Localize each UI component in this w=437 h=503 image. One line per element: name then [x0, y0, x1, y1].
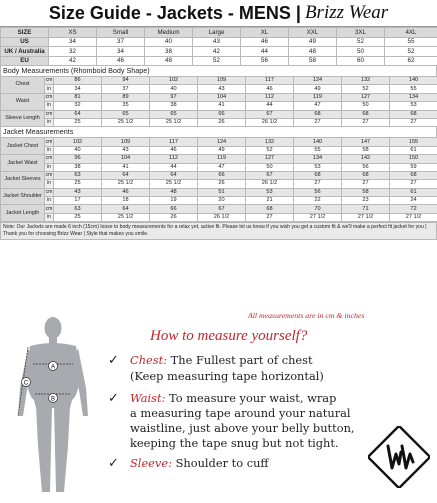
region-label: US	[1, 37, 49, 47]
size-row-uk	[1, 47, 437, 57]
waist-line2: a measuring tape around your natural	[130, 406, 351, 421]
table-cell: 52	[193, 56, 241, 66]
table-cell: 66	[150, 205, 198, 213]
table-cell: 25 1/2	[102, 213, 150, 221]
table-cell: 63	[54, 171, 102, 179]
table-cell: 41	[102, 163, 150, 171]
table-cell: 40	[150, 85, 198, 93]
table-cell: 62	[385, 56, 437, 66]
unit-cell: cm	[45, 110, 54, 118]
check-icon: ✓	[108, 456, 119, 471]
table-cell: 52	[385, 47, 437, 57]
table-cell: 112	[246, 93, 294, 101]
table-cell: 64	[54, 110, 102, 118]
table-cell: 18	[102, 197, 150, 205]
table-cell: 68	[294, 171, 342, 179]
table-cell: 46	[102, 188, 150, 196]
table-cell: 52	[246, 146, 294, 154]
table-cell: 27	[342, 180, 390, 188]
body-figure	[8, 316, 98, 503]
size-col: Large	[193, 28, 241, 38]
table-cell: 65	[102, 110, 150, 118]
table-cell: 70	[294, 205, 342, 213]
table-cell: 27	[390, 180, 437, 188]
table-cell: 124	[294, 77, 342, 85]
measurement-label: Jacket Chest	[1, 138, 45, 155]
table-cell: 56	[342, 163, 390, 171]
table-cell: 67	[246, 171, 294, 179]
table-cell: 96	[54, 155, 102, 163]
table-row	[1, 118, 437, 126]
table-cell: 26 1/2	[198, 213, 246, 221]
table-cell: 48	[150, 188, 198, 196]
table-cell: 134	[294, 155, 342, 163]
table-cell: 63	[54, 205, 102, 213]
jacket-measurements-heading: Jacket Measurements	[0, 127, 437, 137]
table-cell: 68	[342, 110, 390, 118]
size-row-us	[1, 37, 437, 47]
chest-line2: (Keep measuring tape horizontal)	[130, 369, 324, 384]
unit-cell: in	[45, 118, 54, 126]
table-cell: 40	[145, 37, 193, 47]
table-row	[1, 171, 437, 179]
table-row	[1, 213, 437, 221]
table-cell: 41	[198, 102, 246, 110]
table-cell: 23	[342, 197, 390, 205]
table-cell: 66	[198, 110, 246, 118]
table-cell: 68	[390, 171, 437, 179]
table-cell: 48	[145, 56, 193, 66]
table-row	[1, 93, 437, 101]
check-icon: ✓	[108, 353, 119, 368]
size-row-eu	[1, 56, 437, 66]
table-cell: 117	[246, 77, 294, 85]
table-cell: 22	[294, 197, 342, 205]
table-row	[1, 138, 437, 146]
table-cell: 109	[198, 77, 246, 85]
table-cell: 44	[246, 102, 294, 110]
table-cell: 53	[246, 188, 294, 196]
measurement-label: Jacket Shoulder	[1, 188, 45, 205]
table-cell: 132	[342, 77, 390, 85]
table-cell: 147	[342, 138, 390, 146]
table-cell: 47	[294, 102, 342, 110]
size-col: 4XL	[385, 28, 437, 38]
unit-cell: in	[45, 163, 54, 171]
waist-text: To measure your waist, wrap	[165, 391, 336, 405]
table-cell: 38	[54, 163, 102, 171]
table-cell: 127	[246, 155, 294, 163]
table-cell: 64	[102, 205, 150, 213]
table-row	[1, 110, 437, 118]
table-cell: 97	[150, 93, 198, 101]
unit-cell: cm	[45, 205, 54, 213]
table-cell: 46	[97, 56, 145, 66]
table-cell: 55	[390, 85, 437, 93]
table-cell: 37	[97, 37, 145, 47]
table-cell: 102	[150, 77, 198, 85]
table-cell: 44	[241, 47, 289, 57]
body-measurements-table	[0, 76, 437, 127]
table-cell: 17	[54, 197, 102, 205]
unit-cell: cm	[45, 138, 54, 146]
table-cell: 66	[198, 171, 246, 179]
check-icon: ✓	[108, 391, 119, 406]
table-cell: 68	[294, 110, 342, 118]
table-cell: 68	[246, 205, 294, 213]
table-cell: 72	[390, 205, 437, 213]
table-cell: 52	[337, 37, 385, 47]
table-cell: 58	[289, 56, 337, 66]
table-cell: 104	[102, 155, 150, 163]
page-title	[0, 0, 437, 27]
size-col: Medium	[145, 28, 193, 38]
howto-title: How to measure yourself?	[150, 328, 307, 345]
table-cell: 81	[54, 93, 102, 101]
waist-line3: waistline, just above your belly button,	[130, 421, 355, 436]
table-cell: 60	[337, 56, 385, 66]
unit-cell: in	[45, 213, 54, 221]
body-measurements-heading: Body Measurements (Rhomboid Body Shape)	[0, 66, 437, 76]
table-cell: 26 1/2	[246, 118, 294, 126]
unit-cell: in	[45, 197, 54, 205]
table-cell: 61	[390, 146, 437, 154]
unit-cell: in	[45, 180, 54, 188]
table-cell: 27	[342, 118, 390, 126]
table-cell: 24	[390, 197, 437, 205]
chest-text: The Fullest part of chest	[167, 353, 313, 367]
table-cell: 38	[145, 47, 193, 57]
measurement-label: Jacket Sleeves	[1, 171, 45, 188]
table-cell: 117	[150, 138, 198, 146]
body-figure-svg	[8, 316, 98, 498]
unit-cell: cm	[45, 155, 54, 163]
size-label: SIZE	[1, 28, 49, 38]
table-cell: 42	[49, 56, 97, 66]
table-cell: 48	[289, 47, 337, 57]
table-cell: 155	[390, 138, 437, 146]
table-cell: 56	[294, 188, 342, 196]
jacket-measurements-table	[0, 137, 437, 222]
table-cell: 109	[102, 138, 150, 146]
table-cell: 26	[198, 118, 246, 126]
marker-c-label: C	[24, 381, 29, 387]
table-cell: 47	[198, 163, 246, 171]
table-row	[1, 180, 437, 188]
unit-cell: in	[45, 85, 54, 93]
table-cell: 34	[97, 47, 145, 57]
table-cell: 55	[294, 146, 342, 154]
table-cell: 67	[198, 205, 246, 213]
size-col: Small	[97, 28, 145, 38]
table-cell: 43	[54, 188, 102, 196]
marker-b-label: B	[51, 397, 55, 403]
waist-line4: keeping the tape snug but not tight.	[130, 436, 339, 451]
table-cell: 51	[198, 188, 246, 196]
table-cell: 46	[241, 37, 289, 47]
table-cell: 49	[198, 146, 246, 154]
table-cell: 25 1/2	[150, 180, 198, 188]
table-row	[1, 197, 437, 205]
table-cell: 27	[390, 118, 437, 126]
table-cell: 58	[342, 188, 390, 196]
table-cell: 53	[294, 163, 342, 171]
table-cell: 26	[150, 213, 198, 221]
table-cell: 20	[198, 197, 246, 205]
table-cell: 119	[294, 93, 342, 101]
table-cell: 25	[54, 213, 102, 221]
units-note: All measurements are in cm & inches	[248, 311, 364, 320]
size-header-row	[1, 28, 437, 38]
table-cell: 53	[390, 102, 437, 110]
table-row	[1, 163, 437, 171]
table-cell: 55	[385, 37, 437, 47]
table-cell: 43	[193, 37, 241, 47]
table-row	[1, 155, 437, 163]
table-cell: 50	[246, 163, 294, 171]
table-cell: 35	[102, 102, 150, 110]
table-cell: 112	[150, 155, 198, 163]
title-text: Size Guide - Jackets - MENS |	[49, 3, 301, 24]
table-cell: 52	[342, 85, 390, 93]
brizz-wear-logo	[368, 426, 430, 493]
table-cell: 56	[241, 56, 289, 66]
table-cell: 140	[294, 138, 342, 146]
size-col: XL	[241, 28, 289, 38]
table-cell: 140	[390, 77, 437, 85]
size-chart-table	[0, 27, 437, 66]
table-cell: 50	[342, 102, 390, 110]
table-cell: 86	[54, 77, 102, 85]
table-cell: 27	[246, 213, 294, 221]
table-cell: 26 1/2	[246, 180, 294, 188]
size-col: 3XL	[337, 28, 385, 38]
table-cell: 142	[342, 155, 390, 163]
table-cell: 50	[337, 47, 385, 57]
logo-icon	[368, 426, 430, 488]
table-cell: 26	[198, 180, 246, 188]
table-cell: 27	[294, 180, 342, 188]
table-cell: 34	[49, 37, 97, 47]
brand-name: Brizz Wear	[305, 2, 388, 24]
measurement-label: Jacket Waist	[1, 155, 45, 172]
size-col: XXL	[289, 28, 337, 38]
measurement-label: Jacket Length	[1, 205, 45, 222]
table-cell: 21	[246, 197, 294, 205]
table-cell: 64	[102, 171, 150, 179]
sleeve-key: Sleeve:	[130, 456, 172, 470]
table-cell: 37	[102, 85, 150, 93]
region-label: UK / Australia	[1, 47, 49, 57]
table-cell: 27	[294, 118, 342, 126]
table-cell: 34	[54, 85, 102, 93]
table-cell: 49	[294, 85, 342, 93]
table-cell: 134	[390, 93, 437, 101]
table-cell: 127	[342, 93, 390, 101]
table-cell: 102	[54, 138, 102, 146]
table-cell: 58	[342, 146, 390, 154]
table-row	[1, 188, 437, 196]
unit-cell: cm	[45, 93, 54, 101]
size-col: XS	[49, 28, 97, 38]
table-cell: 132	[246, 138, 294, 146]
table-row	[1, 102, 437, 110]
measurement-label: Waist	[1, 93, 45, 110]
table-cell: 43	[198, 85, 246, 93]
table-cell: 25	[54, 118, 102, 126]
table-cell: 46	[246, 85, 294, 93]
table-cell: 38	[150, 102, 198, 110]
table-cell: 32	[54, 102, 102, 110]
table-cell: 65	[150, 110, 198, 118]
table-cell: 104	[198, 93, 246, 101]
table-cell: 42	[193, 47, 241, 57]
sleeve-text: Shoulder to cuff	[172, 456, 269, 470]
table-row	[1, 146, 437, 154]
table-cell: 64	[150, 171, 198, 179]
table-cell: 27 1/2	[390, 213, 437, 221]
table-cell: 150	[390, 155, 437, 163]
table-cell: 32	[49, 47, 97, 57]
waist-key: Waist:	[130, 391, 165, 405]
unit-cell: in	[45, 146, 54, 154]
table-cell: 71	[342, 205, 390, 213]
region-label: EU	[1, 56, 49, 66]
table-cell: 43	[102, 146, 150, 154]
table-cell: 27 1/2	[342, 213, 390, 221]
fit-note: Note: Our Jackets are made 6 inch (15cm) loose to body measurements for a relax yet, active fit. Please let us know if you wish you get a custom fit & we'll make a perfect fit jacket for you | Thank you for choosing Brizz Wear | Style that makes you smile.	[0, 222, 437, 240]
table-cell: 19	[150, 197, 198, 205]
table-cell: 27 1/2	[294, 213, 342, 221]
unit-cell: cm	[45, 77, 54, 85]
table-cell: 46	[150, 146, 198, 154]
table-cell: 124	[198, 138, 246, 146]
table-cell: 59	[390, 163, 437, 171]
table-row	[1, 77, 437, 85]
table-cell: 40	[54, 146, 102, 154]
table-cell: 44	[150, 163, 198, 171]
table-cell: 119	[198, 155, 246, 163]
table-cell: 61	[390, 188, 437, 196]
chest-key: Chest:	[130, 353, 167, 367]
unit-cell: in	[45, 102, 54, 110]
table-cell: 25 1/2	[150, 118, 198, 126]
unit-cell: cm	[45, 171, 54, 179]
table-cell: 25 1/2	[102, 180, 150, 188]
table-cell: 67	[246, 110, 294, 118]
table-row	[1, 85, 437, 93]
table-cell: 49	[289, 37, 337, 47]
marker-a-label: A	[51, 365, 55, 371]
measurement-label: Chest	[1, 77, 45, 94]
unit-cell: cm	[45, 188, 54, 196]
table-row	[1, 205, 437, 213]
table-cell: 25	[54, 180, 102, 188]
table-cell: 94	[102, 77, 150, 85]
table-cell: 68	[342, 171, 390, 179]
table-cell: 68	[390, 110, 437, 118]
measurement-label: Sleeve Length	[1, 110, 45, 127]
table-cell: 25 1/2	[102, 118, 150, 126]
table-cell: 89	[102, 93, 150, 101]
